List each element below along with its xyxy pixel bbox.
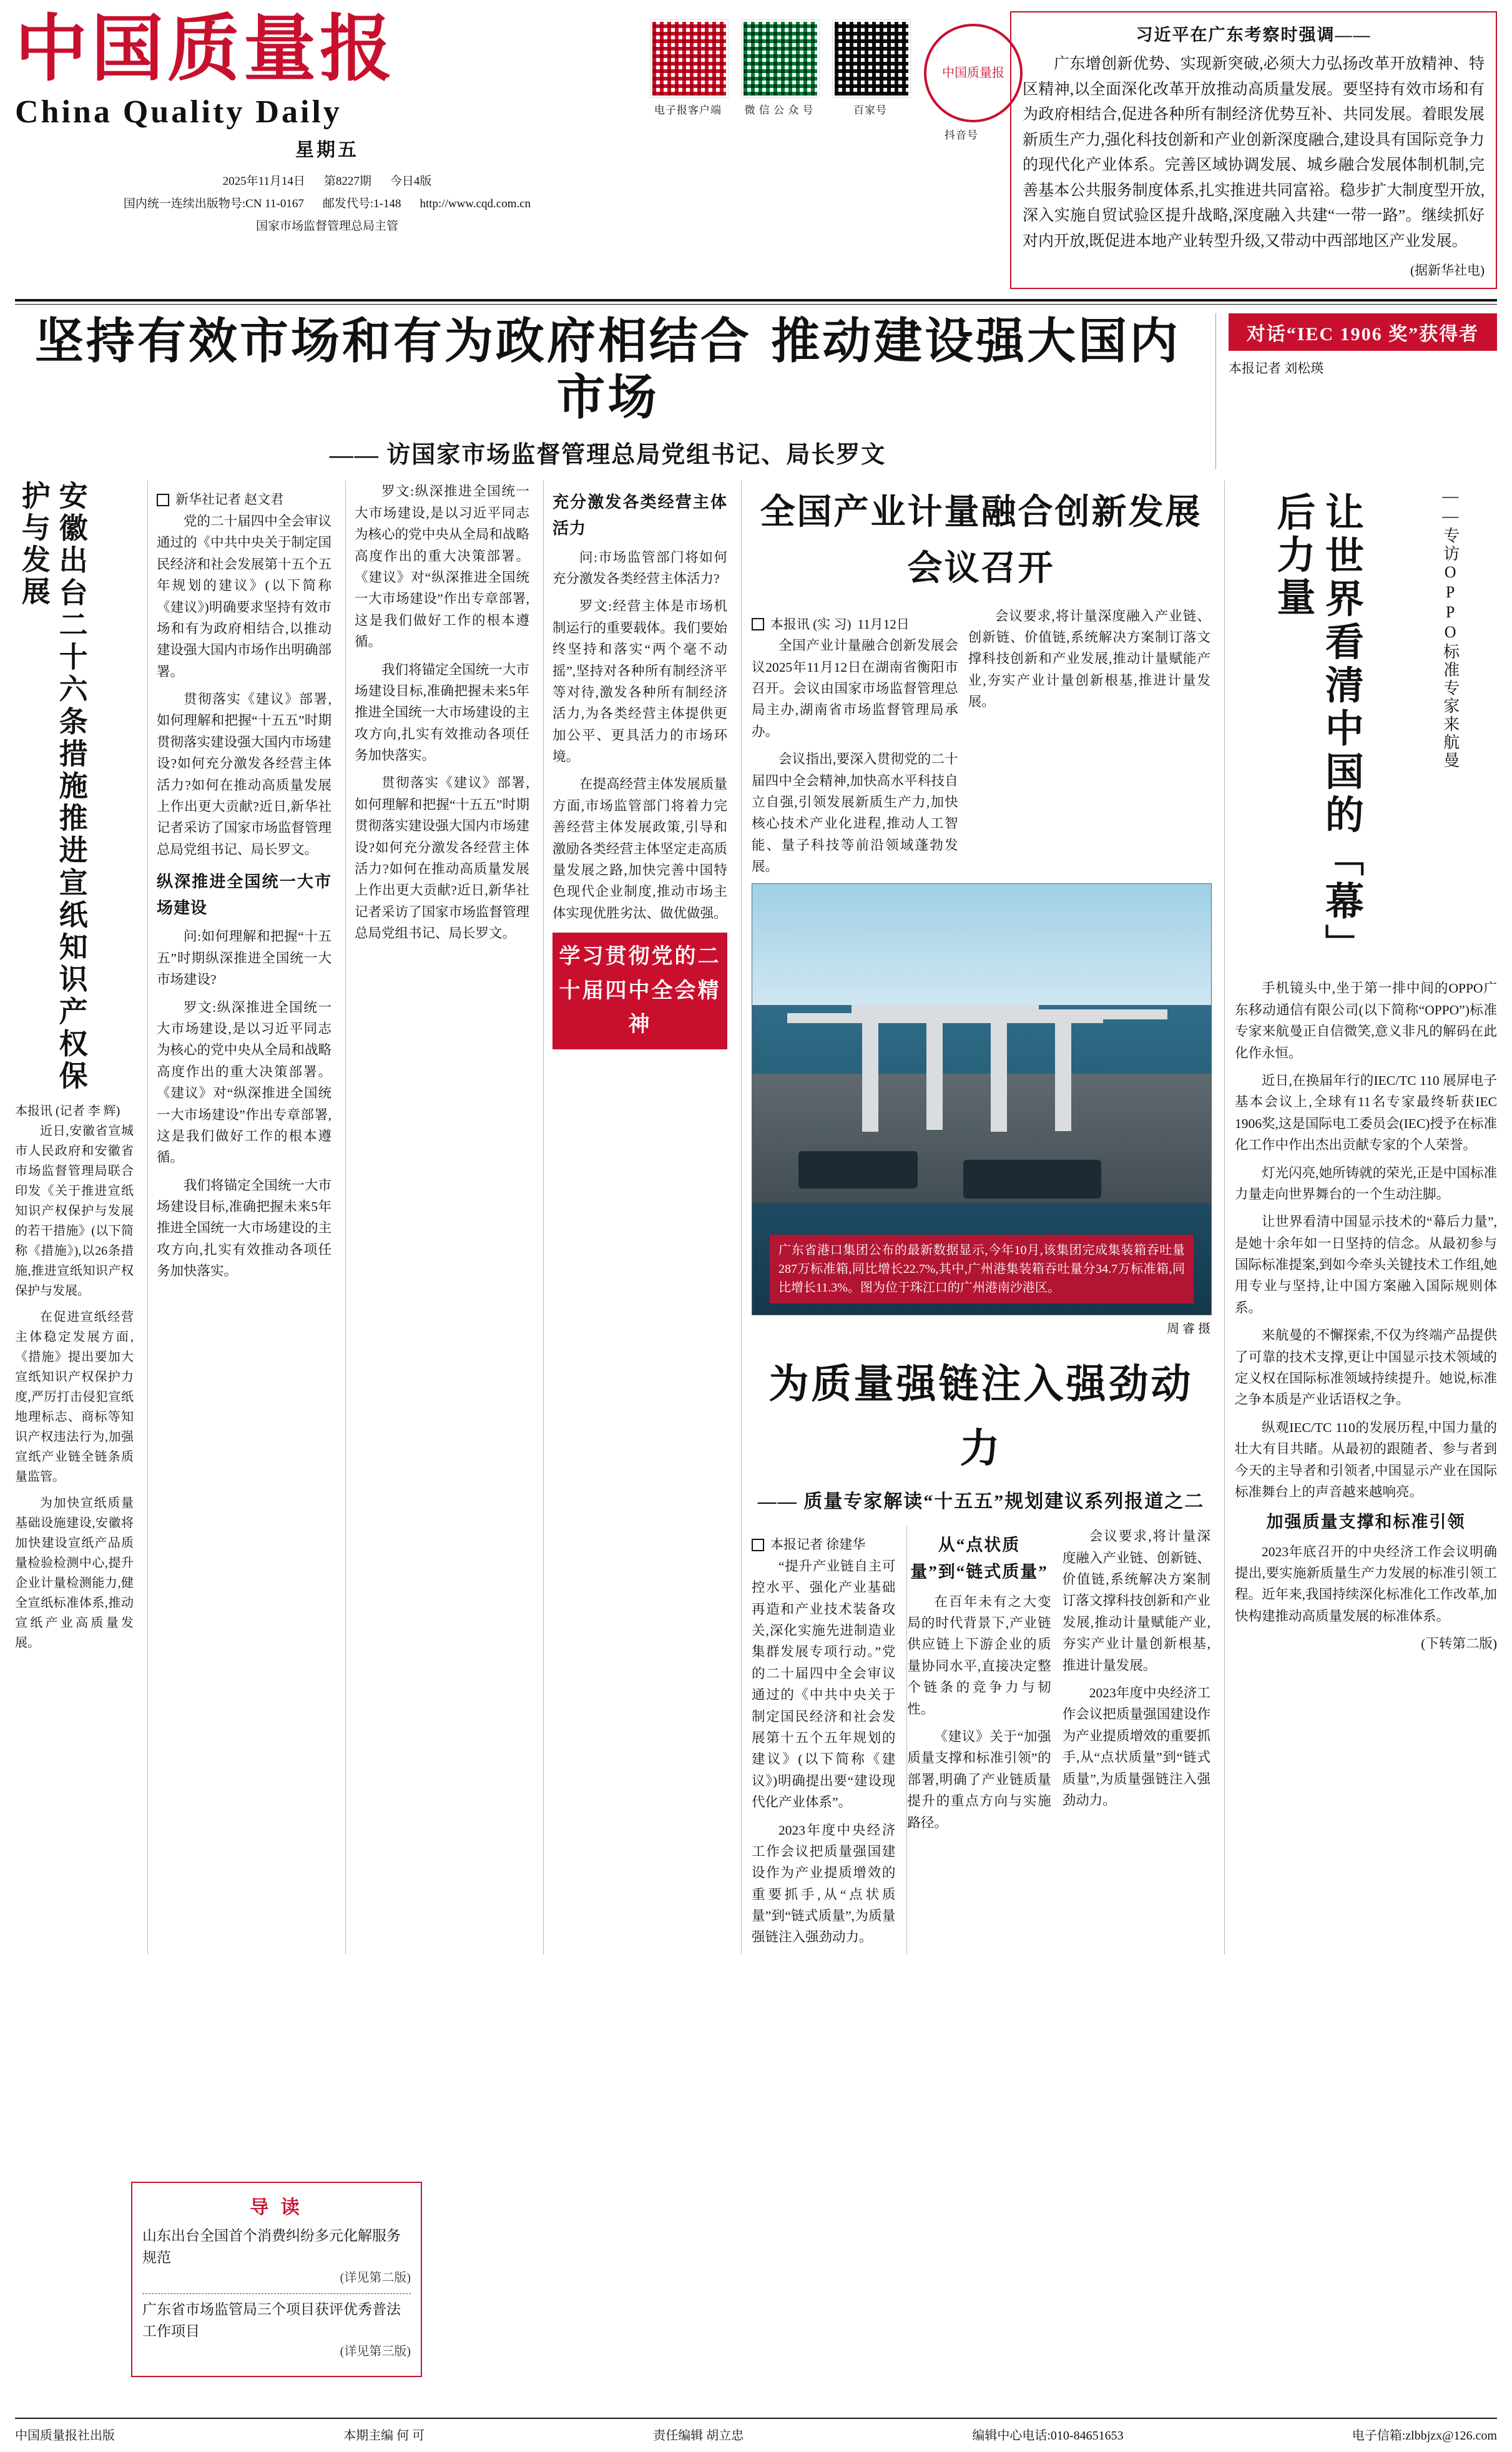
mid-p1: 会议指出,要深入贯彻党的二十届四中全会精神,加快高水平科技自立自强,引领发展新质生产力,加快核心技术产业化进程,推动人工智能、量子科技等前沿领域蓬勃发展。 — [752, 752, 958, 875]
guide-title: 导 读 — [250, 2197, 303, 2218]
mid-byline: 本报讯 (实 习) — [770, 616, 852, 632]
mid-dateline: 11月12日 — [857, 616, 910, 632]
footer-responsible-editor: 责任编辑 胡立忠 — [653, 2429, 744, 2443]
guide-item[interactable] — [142, 2225, 411, 2287]
footer-email[interactable]: 电子信箱:zlbbjzx@126.com — [1352, 2429, 1497, 2443]
lead-sec2-q: 问:市场监管部门将如何充分激发各类经营主体活力? — [552, 549, 727, 586]
right-p0: 手机镜头中,坐于第一排中间的OPPO广东移动通信有限公司(以下简称“OPPO”)标准专家来航曼正自信微笑,意义非凡的解码在此化作永恒。 — [1235, 981, 1497, 1061]
paper-title-cn: 中国质量报 — [15, 6, 396, 91]
lead-c2-p2: 贯彻落实《建议》部署,如何理解和把握“十五五”时期贯彻落实建设强大国内市场建设?如何充分激发各经营主体活力?如何在推动高质量发展上作出更大贡献?近日,新华社记者采访了国家市场监督管理总局党组书记、局长罗文。 — [355, 775, 529, 941]
guide-box — [131, 2182, 422, 2377]
mid2-p1: 2023年度中央经济工作会议把质量强国建设作为产业提质增效的重要抓手,从“点状质量”到“链式质量”,为质量强链注入强劲动力。 — [752, 1822, 896, 1945]
masthead — [15, 6, 1497, 289]
masthead-divider-thick — [15, 299, 1497, 302]
byline-marker-icon — [157, 494, 169, 506]
right-p3: 让世界看清中国显示技术的“幕后力量”,是她十余年如一日坚持的信念。从最初参与国际标准提案,到如今牵头关键技术工作组,她用专业与坚持,让中国方案融入国际规则体系。 — [1235, 1214, 1497, 1315]
paper-title-en: China Quality Daily — [15, 94, 342, 130]
lead-p0: 党的二十届四中全会审议通过的《中共中央关于制定国民经济和社会发展第十五个五年规划的建议》(以下简称《建议》)明确要求坚持有效市场和有为政府相结合,以推动建设强大国内市场作出明确部署。 — [157, 513, 331, 679]
mid2-subsection-title: 从“点状质量”到“链式质量” — [910, 1536, 1048, 1582]
topic-bar: 对话“IEC 1906 奖”获得者 — [1229, 313, 1497, 351]
photo-sky — [752, 884, 1211, 1004]
lead-subhead: —— 访国家市场监督管理总局党组书记、局长罗文 — [329, 442, 886, 469]
top-box-body: 广东增创新优势、实现新突破,必须大力弘扬改革开放精神、特区精神,以全面深化改革开放推动高质量发展。要坚持有效市场和有为政府相结合,促进各种所有制经济优势互补、共同发展。着眼发展新质生产力,强化科技创新和产业创新深度融合,建设具有国际竞争力的现代化产业体系。完善区域协调发展、城乡融合发展体制机制,完善基本公共服务制度体系,扎实推进共同富裕。稳步扩大制度型开放,深入实施自贸试验区提升战略,深度融入共建“一带一路”。继续抓好对内开放,既促进本地产业转型升级,又带动中西部地区产业发展。 — [1023, 56, 1485, 250]
guide-item-text: 广东省市场监管局三个项目获评优秀普法工作项目 — [142, 2302, 401, 2339]
right-sec-p0: 2023年底召开的中央经济工作会议明确提出,要实施新质量生产力发展的标准引领工程。近年来,我国持续深化标准化工作改革,加快构建推动高质量发展的标准体系。 — [1235, 1544, 1497, 1624]
column-left-feature — [15, 481, 134, 1954]
ship-icon — [963, 1160, 1101, 1199]
lead-sec1-title: 纵深推进全国统一大市场建设 — [157, 873, 331, 917]
ship-icon — [798, 1151, 918, 1189]
qr-epaper-label: 电子报客户端 — [654, 104, 722, 116]
crane-icon — [991, 1013, 1007, 1132]
crane-icon — [1055, 1009, 1071, 1131]
qr-epaper-icon — [650, 20, 728, 97]
paper-seal-icon — [924, 24, 1023, 122]
footer-phone: 编辑中心电话:010-84651653 — [972, 2429, 1124, 2443]
footer-editor: 本期主编 何 可 — [343, 2429, 425, 2443]
qr-baijiahao-icon — [833, 20, 910, 97]
lead-headline: 坚持有效市场和有为政府相结合 推动建设强大国内市场 — [34, 313, 1181, 426]
lead-sec2-title: 充分激发各类经营主体活力 — [552, 493, 727, 537]
crane-icon — [926, 1005, 943, 1130]
page-footer — [15, 2418, 1497, 2443]
mid-p2: 会议要求,将计量深度融入产业链、创新链、价值链,系统解决方案制订落文撑科技创新和产业发展,推动计量赋能产业,夯实产业计量创新根基,推进计量发展。 — [968, 608, 1210, 710]
lead-sec2-p1: 罗文:经营主体是市场机制运行的重要载体。我们要始终坚持和落实“两个毫不动摇”,坚持对各种所有制经济平等对待,激发各种所有制经济活力,为各类经营主体提供更加公平、更具活力的市场环境。 — [552, 599, 727, 765]
left-feature-p2: 为加快宣纸质量基础设施建设,安徽将加快建设宣纸产品质量检验检测中心,提升企业计量检测能力,健全宣纸标准体系,推动宣纸产业高质量发展。 — [15, 1496, 134, 1650]
qr-douyin-label: 抖音号 — [945, 129, 978, 141]
right-section-title: 加强质量支撑和标准引领 — [1266, 1513, 1466, 1532]
main-columns — [15, 481, 1497, 1954]
lead-sec1-q: 问:如何理解和把握“十五五”时期纵深推进全国统一大市场建设? — [157, 929, 331, 988]
column-lead-3 — [543, 481, 727, 1954]
mid-story-sub2: —— 质量专家解读“十五五”规划建议系列报道之二 — [757, 1491, 1205, 1513]
top-editorial-box — [1010, 11, 1497, 289]
weekday: 星期五 — [295, 139, 359, 160]
right-byline: 本报记者 刘松瑛 — [1229, 361, 1324, 376]
lead-c2-p0: 罗文:纵深推进全国统一大市场建设,是以习近平同志为核心的党中央从全局和战略高度作出的重大决策部署。《建议》对“纵深推进全国统一大市场建设”作出专章部署,这是我们做好工作的根本遵循。 — [355, 484, 529, 650]
lead-p1: 贯彻落实《建议》部署,如何理解和把握“十五五”时期贯彻落实建设强大国内市场建设?如何充分激发各经营主体活力?如何在推动高质量发展上作出更大贡献?近日,新华社记者采访了国家市场监督管理总局党组书记、局长罗文。 — [157, 692, 331, 857]
left-feature-p1: 在促进宣纸经营主体稳定发展方面,《措施》提出要加大宣纸知识产权保护力度,严厉打击侵犯宣纸地理标志、商标等知识产权违法行为,加强宣纸产业链全链条质量监管。 — [15, 1310, 134, 1484]
right-p5: 纵观IEC/TC 110的发展历程,中国力量的壮大有目共睹。从最初的跟随者、参与者到今天的主导者和引领者,中国显示产业在国际标准舞台上的声音越来越响亮。 — [1235, 1420, 1497, 1499]
column-lead-1 — [147, 481, 331, 1954]
column-mid-story — [741, 481, 1210, 1954]
mid2-p0: “提升产业链自主可控水平、强化产业基础再造和产业技术装备攻关,深化实施先进制造业集群发展专项行动。”党的二十届四中全会审议通过的《中共中央关于制定国民经济和社会发展第十五个五年规划的建议》(以下简称《建议》)明确提出要“建设现代化产业体系”。 — [752, 1558, 896, 1810]
mid-story-title: 全国产业计量融合创新发展会议召开 — [760, 491, 1202, 589]
qr-wechat-label: 微 信 公 众 号 — [744, 104, 814, 116]
issue-number: 第8227期 — [323, 174, 371, 188]
column-right-interview — [1224, 481, 1497, 1954]
right-jump: (下转第二版) — [1421, 1636, 1497, 1652]
right-vheadline: 让世界看清中国的「幕」后力量 — [1270, 492, 1365, 967]
photo-credit: 周 睿 摄 — [1167, 1322, 1210, 1336]
sponsor: 国家市场监督管理总局主管 — [255, 219, 398, 233]
masthead-meta — [15, 170, 639, 238]
headline-band — [15, 313, 1497, 469]
lead-sec1-p1: 罗文:纵深推进全国统一大市场建设,是以习近平同志为核心的党中央从全局和战略高度作出的重大决策部署。《建议》对“纵深推进全国统一大市场建设”作出专章部署,这是我们做好工作的根本遵循。 — [157, 999, 331, 1165]
right-vsub: ——专访OPPO标准专家来航曼 — [1441, 487, 1460, 770]
qr-epaper[interactable] — [650, 20, 725, 142]
guide-item[interactable] — [142, 2299, 411, 2361]
mid2-sub-p0: 在百年未有之大变局的时代背景下,产业链供应链上下游企业的质量协同水平,直接决定整个链条的竞争力与韧性。 — [907, 1594, 1051, 1717]
right-p4: 来航曼的不懈探索,不仅为终端产品提供了可靠的技术支撑,更让中国显示技术领域的定义权在国际标准领域持续提升。她说,标准之争本质是产业话语权之争。 — [1235, 1328, 1497, 1408]
guide-divider — [142, 2293, 411, 2294]
photo-caption: 广东省港口集团公布的最新数据显示,今年10月,该集团完成集装箱吞吐量287万标准箱,同比增长22.7%,其中,广州港集装箱吞吐量分34.7万标准箱,同比增长11.3%。图为位于珠江口的广州港南沙港区。 — [770, 1235, 1194, 1303]
cn-number: 国内统一连续出版物号:CN 11-0167 — [123, 197, 304, 210]
crane-icon — [862, 1013, 878, 1132]
lead-byline-row — [157, 489, 331, 511]
qr-baijiahao[interactable] — [833, 20, 908, 142]
mid-story-title2: 为质量强链注入强劲动力 — [768, 1361, 1194, 1472]
lead-sec1-p2: 我们将锚定全国统一大市场建设目标,准确把握未来5年推进全国统一大市场建设的主攻方向,扎实有效推动各项任务加快落实。 — [157, 1177, 331, 1279]
port-photo — [752, 883, 1212, 1315]
masthead-divider-thin — [15, 304, 1497, 305]
mid-byline-row — [752, 614, 958, 635]
mid2-sub-p1: 《建议》关于“加强质量支撑和标准引领”的部署,明确了产业链质量提升的重点方向与实施路径。 — [907, 1729, 1051, 1830]
left-feature-p0: 近日,安徽省宣城市人民政府和安徽省市场监督管理局联合印发《关于推进宣纸知识产权保护与发展的若干措施》(以下简称《措施》),以26条措施,推进宣纸知识产权保护与发展。 — [15, 1124, 134, 1298]
issue-date: 2025年11月14日 — [222, 174, 305, 188]
website-url[interactable]: http://www.cqd.com.cn — [420, 197, 531, 210]
mid2-byline: 本报记者 徐建华 — [770, 1537, 866, 1552]
lead-sec2-p2: 在提高经营主体发展质量方面,市场监管部门将着力完善经营主体发展政策,引导和激励各类经营主体坚定走高质量发展之路,加快完善中国特色现代企业制度,推动市场主体实现优胜劣汰、做优做强。 — [552, 777, 727, 921]
guide-item-ref: (详见第二版) — [340, 2271, 411, 2285]
qr-code-group — [650, 11, 1004, 142]
qr-wechat[interactable] — [742, 20, 817, 142]
right-p1: 近日,在换届年行的IEC/TC 110 展屏电子基本会议上,全球有11名专家最终斩获IEC 1906奖,这是国际电工委员会(IEC)授予在标准化工作中作出杰出贡献专家的个人荣誉。 — [1235, 1072, 1497, 1153]
guide-item-ref: (详见第三版) — [340, 2345, 411, 2358]
top-box-heading: 习近平在广东考察时强调—— — [1136, 26, 1372, 44]
qr-baijiahao-label: 百家号 — [853, 104, 887, 116]
right-topic-header — [1215, 313, 1497, 469]
mid2-extra-p1: 2023年度中央经济工作会议把质量强国建设作为产业提质增效的重要抓手,从“点状质量”到“链式质量”,为质量强链注入强劲动力。 — [1062, 1685, 1210, 1808]
guide-item-text: 山东出台全国首个消费纠纷多元化解服务规范 — [142, 2228, 401, 2265]
qr-wechat-icon — [742, 20, 819, 97]
post-code: 邮发代号:1-148 — [322, 197, 401, 210]
qr-douyin[interactable] — [924, 20, 1004, 142]
mid2-extra-p0: 会议要求,将计量深度融入产业链、创新链、价值链,系统解决方案制订落文撑科技创新和产业发展,推动计量赋能产业,夯实产业计量创新根基,推进计量发展。 — [1062, 1529, 1210, 1673]
lead-c2-p1: 我们将锚定全国统一大市场建设目标,准确把握未来5年推进全国统一大市场建设的主攻方向,扎实有效推动各项任务加快落实。 — [355, 662, 529, 763]
byline-marker-icon — [752, 618, 764, 630]
mid-p0: 全国产业计量融合创新发展会议2025年11月12日在湖南省衡阳市召开。会议由国家市场监督管理总局主办,湖南省市场监督管理局承办。 — [752, 638, 958, 739]
footer-publisher: 中国质量报社出版 — [15, 2429, 115, 2443]
mid2-byline-row — [752, 1534, 895, 1556]
left-feature-headline: 安徽出台二十六条措施推进宣纸知识产权保护与发展 — [17, 481, 89, 1093]
left-feature-byline: 本报讯 (记者 李 辉) — [15, 1104, 120, 1119]
top-box-source: (据新华社电) — [1410, 263, 1485, 278]
lead-story-header — [15, 313, 1200, 469]
right-p2: 灯光闪亮,她所铸就的荣光,正是中国标准力量走向世界舞台的一个生动注脚。 — [1235, 1165, 1497, 1202]
study-banner: 学习贯彻党的二十届四中全会精神 — [552, 933, 727, 1049]
column-lead-2 — [345, 481, 529, 1954]
page-count: 今日4版 — [390, 174, 432, 188]
lead-byline: 新华社记者 赵文君 — [175, 492, 284, 508]
masthead-left — [15, 6, 639, 238]
byline-marker-icon — [752, 1539, 764, 1551]
seal-text: 中国质量报 — [942, 66, 1004, 80]
